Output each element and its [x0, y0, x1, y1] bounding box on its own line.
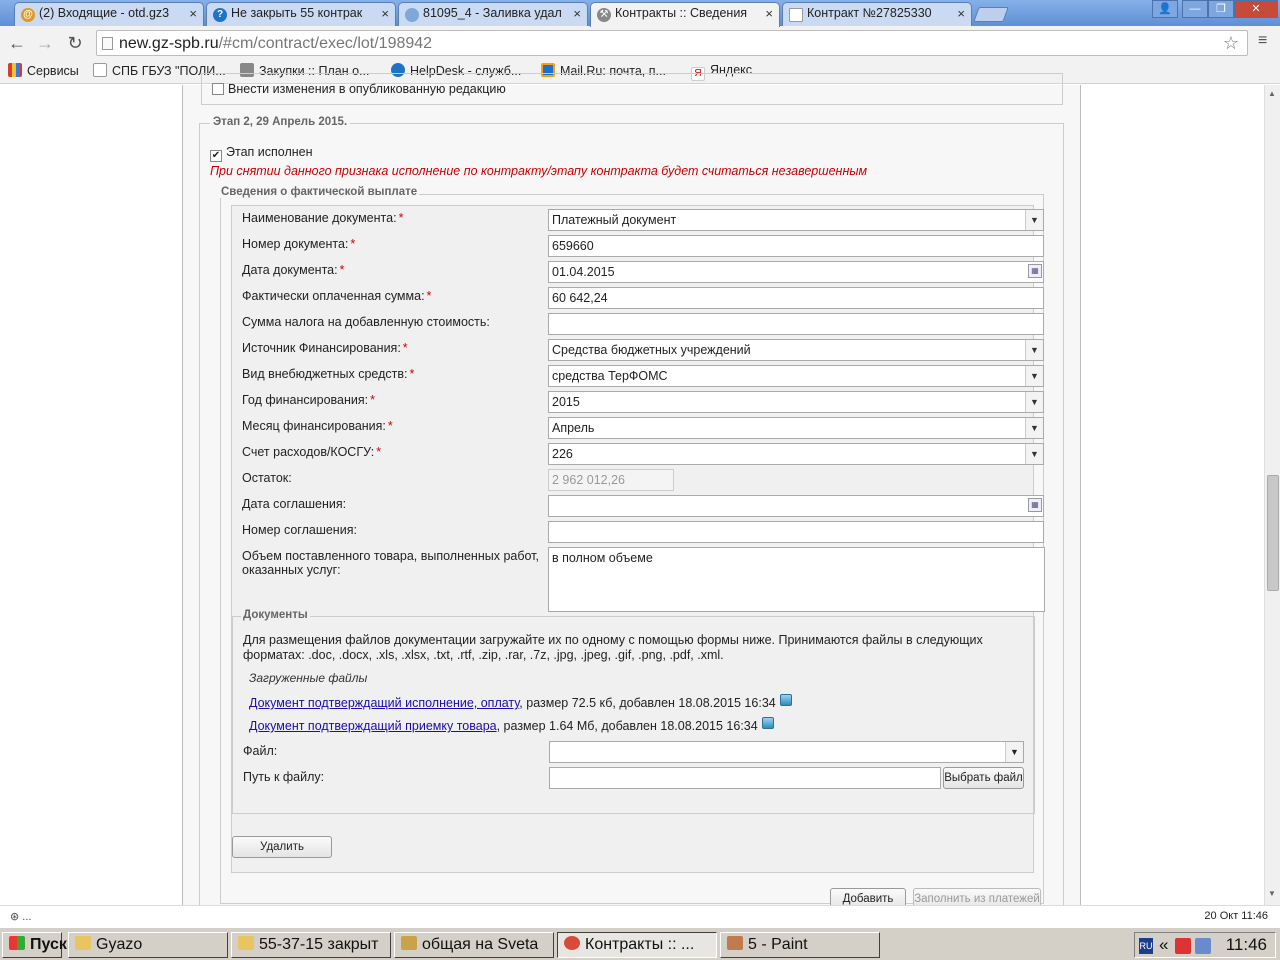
vat-sum-input[interactable] [548, 313, 1044, 335]
kosgu-label: Счет расходов/КОСГУ: * [242, 445, 382, 459]
file-path-label: Путь к файлу: [243, 770, 325, 784]
payment-fieldset [220, 186, 1044, 904]
volume-textarea[interactable]: в полном объеме [548, 547, 1045, 612]
fin-month-label: Месяц финансирования: * [242, 419, 393, 433]
delete-file-icon[interactable] [780, 694, 792, 706]
taskbar-item-chrome[interactable]: Контракты :: ... [557, 932, 717, 958]
paid-sum-label: Фактически оплаченная сумма: * [242, 289, 432, 303]
add-button[interactable]: Добавить [830, 888, 906, 910]
maximize-button[interactable]: ❐ [1208, 0, 1234, 18]
close-window-button[interactable]: ✕ [1234, 0, 1278, 18]
file-path-input[interactable] [549, 767, 941, 789]
scrollbar-thumb[interactable] [1267, 475, 1279, 591]
bookmark-helpdesk[interactable]: HelpDesk - служб... [391, 63, 521, 78]
payment-form [231, 205, 1039, 873]
delete-file-icon[interactable] [762, 717, 774, 729]
folder-icon [75, 936, 91, 950]
uploaded-file-row: Документ подтверждащий исполнение, оплату, размер 72.5 кб, добавлен 18.08.2015 16:34 [249, 694, 792, 710]
taskbar-item-gyazo[interactable]: Gyazo [68, 932, 228, 958]
status-bar [0, 905, 1280, 927]
chevron-down-icon: ▼ [1025, 392, 1043, 412]
chevron-down-icon: ▼ [1025, 210, 1043, 230]
taskbar-item-share[interactable]: общая на Sveta [394, 932, 554, 958]
chevron-down-icon: ▼ [1025, 444, 1043, 464]
stage-completed-row[interactable]: ✔ Этап исполнен [211, 145, 313, 161]
address-bar[interactable] [96, 30, 1248, 56]
choose-file-button[interactable]: Выбрать файл [943, 767, 1024, 789]
file-type-select[interactable] [549, 741, 1024, 763]
fin-year-select[interactable]: 2015 ▼ [548, 391, 1044, 413]
yandex-icon: Я [691, 67, 705, 81]
bookmark-zakupki[interactable]: Закупки :: План о... [240, 63, 369, 78]
new-tab-button[interactable] [973, 7, 1008, 22]
required-mark: * [339, 263, 345, 277]
agreement-date-label: Дата соглашения: [242, 497, 347, 511]
chrome-icon [564, 936, 580, 950]
scroll-up-icon[interactable]: ▲ [1268, 89, 1276, 98]
documents-legend: Документы [243, 609, 308, 621]
fin-month-select[interactable]: Апрель ▼ [548, 417, 1044, 439]
tray-expand-icon[interactable]: « [1159, 935, 1169, 954]
forward-button[interactable]: → [36, 33, 54, 53]
required-mark: * [370, 393, 375, 407]
agreement-number-input[interactable] [548, 521, 1044, 543]
url-path: /#cm/contract/exec/lot/198942 [218, 35, 433, 52]
documents-fieldset [232, 609, 1035, 814]
folder-icon [238, 936, 254, 950]
doc-name-select[interactable]: Платежный документ ▼ [548, 209, 1044, 231]
tab-close-icon[interactable]: × [957, 6, 965, 21]
status-datetime: 20 Окт 11:46 [1204, 910, 1268, 922]
stage-fieldset [199, 116, 1064, 923]
fill-from-payments-button[interactable]: Заполнить из платежей [913, 888, 1041, 910]
reload-button[interactable]: ↻ [67, 33, 83, 53]
taskbar-item-paint[interactable]: 5 - Paint [720, 932, 880, 958]
bookmark-mailru[interactable]: Mail.Ru: почта, п... [541, 63, 666, 78]
uploaded-file-row: Документ подтверждащий приемку товара, размер 1.64 Мб, добавлен 18.08.2015 16:34 [249, 717, 774, 733]
kosgu-select[interactable]: 226 ▼ [548, 443, 1044, 465]
page-icon [102, 37, 113, 50]
security-icon[interactable] [1175, 938, 1191, 954]
tab-task[interactable]: 81095_4 - Заливка удал × [398, 2, 588, 26]
vat-sum-label: Сумма налога на добавленную стоимость: [242, 315, 490, 329]
tab-strip [0, 0, 1280, 26]
minimize-button[interactable]: — [1182, 0, 1208, 18]
paid-sum-input[interactable]: 60 642,24 [548, 287, 1044, 309]
tab-help[interactable]: ? Не закрыть 55 контрак × [206, 2, 396, 26]
chevron-down-icon: ▼ [1005, 742, 1023, 762]
payment-legend: Сведения о фактической выплате [221, 186, 418, 198]
system-tray [1134, 932, 1276, 958]
loading-icon [405, 8, 419, 22]
chevron-down-icon: ▼ [1025, 366, 1043, 386]
file-link[interactable]: Документ подтверждащий исполнение, оплату [249, 696, 520, 710]
uploaded-files-title: Загруженные файлы [249, 671, 368, 685]
required-mark: * [387, 419, 393, 433]
hammer-icon: ⚒ [597, 8, 611, 22]
windows-icon [9, 936, 25, 950]
bookmark-spb[interactable]: СПБ ГБУЗ "ПОЛИ... [93, 63, 226, 78]
stage-legend: Этап 2, 29 Апрель 2015. [210, 116, 350, 128]
doc-date-input[interactable]: 01.04.2015 ▦ [548, 261, 1044, 283]
user-icon[interactable]: 👤 [1152, 0, 1178, 18]
back-button[interactable]: ← [8, 33, 26, 53]
stage-warning: При снятии данного признака исполнение по контракту/этапу контракта будет считаться незавершенным [210, 164, 868, 178]
extra-budget-label: Вид внебюджетных средств: * [242, 367, 415, 381]
stage-completed-checkbox[interactable]: ✔ [211, 150, 221, 161]
required-mark: * [350, 237, 356, 251]
fin-source-select[interactable]: Средства бюджетных учреждений ▼ [548, 339, 1044, 361]
agreement-date-input[interactable] [548, 495, 1044, 517]
bookmark-yandex[interactable]: Я Яндекс [691, 63, 752, 81]
remainder-label: Остаток: [242, 471, 292, 485]
taskbar-item-folder[interactable]: 55-37-15 закрыт [231, 932, 391, 958]
edit-published-row[interactable]: Внести изменения в опубликованную редакцию [212, 82, 506, 96]
language-indicator[interactable]: RU [1139, 938, 1153, 954]
tab-close-icon[interactable]: × [381, 6, 389, 21]
taskbar [0, 927, 1280, 960]
edit-published-fieldset [201, 73, 1063, 105]
page-icon [93, 63, 107, 77]
tab-close-icon[interactable]: × [765, 6, 773, 21]
contract-form [182, 82, 1081, 905]
tab-contracts[interactable]: ⚒ Контракты :: Сведения × [590, 2, 780, 27]
calendar-icon[interactable]: ▦ [1028, 264, 1042, 278]
apps-icon [8, 63, 22, 77]
required-mark: * [402, 341, 408, 355]
extra-budget-select[interactable]: средства ТерФОМС ▼ [548, 365, 1044, 387]
edit-published-checkbox[interactable] [212, 83, 224, 95]
required-mark: * [398, 211, 404, 225]
documents-description: Для размещения файлов документации загружайте их по одному с помощью формы ниже. Принимаются файлы в следующих форматах: .doc, .docx, .xls, .xlsx, .txt, .rtf, .zip, .rar, .7z, .jpg, .jpeg, .gif, .png, .pdf, .xml. [243, 633, 983, 662]
volume-label: Объем поставленного товара, выполненных работ, оказанных услуг: [242, 549, 539, 577]
fin-source-label: Источник Финансирования: * [242, 341, 408, 355]
tab-close-icon[interactable]: × [189, 6, 197, 21]
share-icon [401, 936, 417, 950]
vertical-scrollbar[interactable] [1264, 85, 1280, 905]
url-host: new.gz-spb.ru [119, 35, 219, 52]
status-text: ⊛ ... [10, 911, 32, 923]
file-label: Файл: [243, 744, 278, 758]
agreement-number-label: Номер соглашения: [242, 523, 357, 537]
scroll-down-icon[interactable]: ▼ [1268, 889, 1276, 898]
tab-inbox[interactable]: @ (2) Входящие - otd.gz3 × [14, 2, 204, 26]
tab-contract-card[interactable]: Контракт №27825330 × [782, 2, 972, 26]
start-button[interactable]: Пуск [2, 932, 62, 958]
doc-number-input[interactable]: 659660 [548, 235, 1044, 257]
bookmark-services[interactable]: Сервисы [8, 63, 79, 78]
fin-year-label: Год финансирования: * [242, 393, 375, 407]
clock: 11:46 [1225, 935, 1267, 954]
remainder-input: 2 962 012,26 [548, 469, 674, 491]
page-content [0, 82, 1264, 905]
delete-payment-button[interactable]: Удалить [232, 836, 332, 858]
required-mark: * [409, 367, 415, 381]
help-icon: ? [213, 8, 227, 22]
chevron-down-icon: ▼ [1025, 418, 1043, 438]
required-mark: * [426, 289, 432, 303]
chevron-down-icon: ▼ [1025, 340, 1043, 360]
required-mark: * [376, 445, 382, 459]
star-icon[interactable]: ☆ [1222, 33, 1239, 53]
calendar-icon[interactable]: ▦ [1028, 498, 1042, 512]
mail-icon: @ [21, 8, 35, 22]
tab-close-icon[interactable]: × [573, 6, 581, 21]
network-icon[interactable] [1195, 938, 1211, 954]
page-icon [789, 8, 803, 22]
doc-name-label: Наименование документа: * [242, 211, 404, 225]
doc-number-label: Номер документа: * [242, 237, 356, 251]
paint-icon [727, 936, 743, 950]
file-link[interactable]: Документ подтверждащий приемку товара [249, 719, 497, 733]
doc-date-label: Дата документа: * [242, 263, 345, 277]
menu-icon[interactable]: ≡ [1258, 32, 1268, 49]
